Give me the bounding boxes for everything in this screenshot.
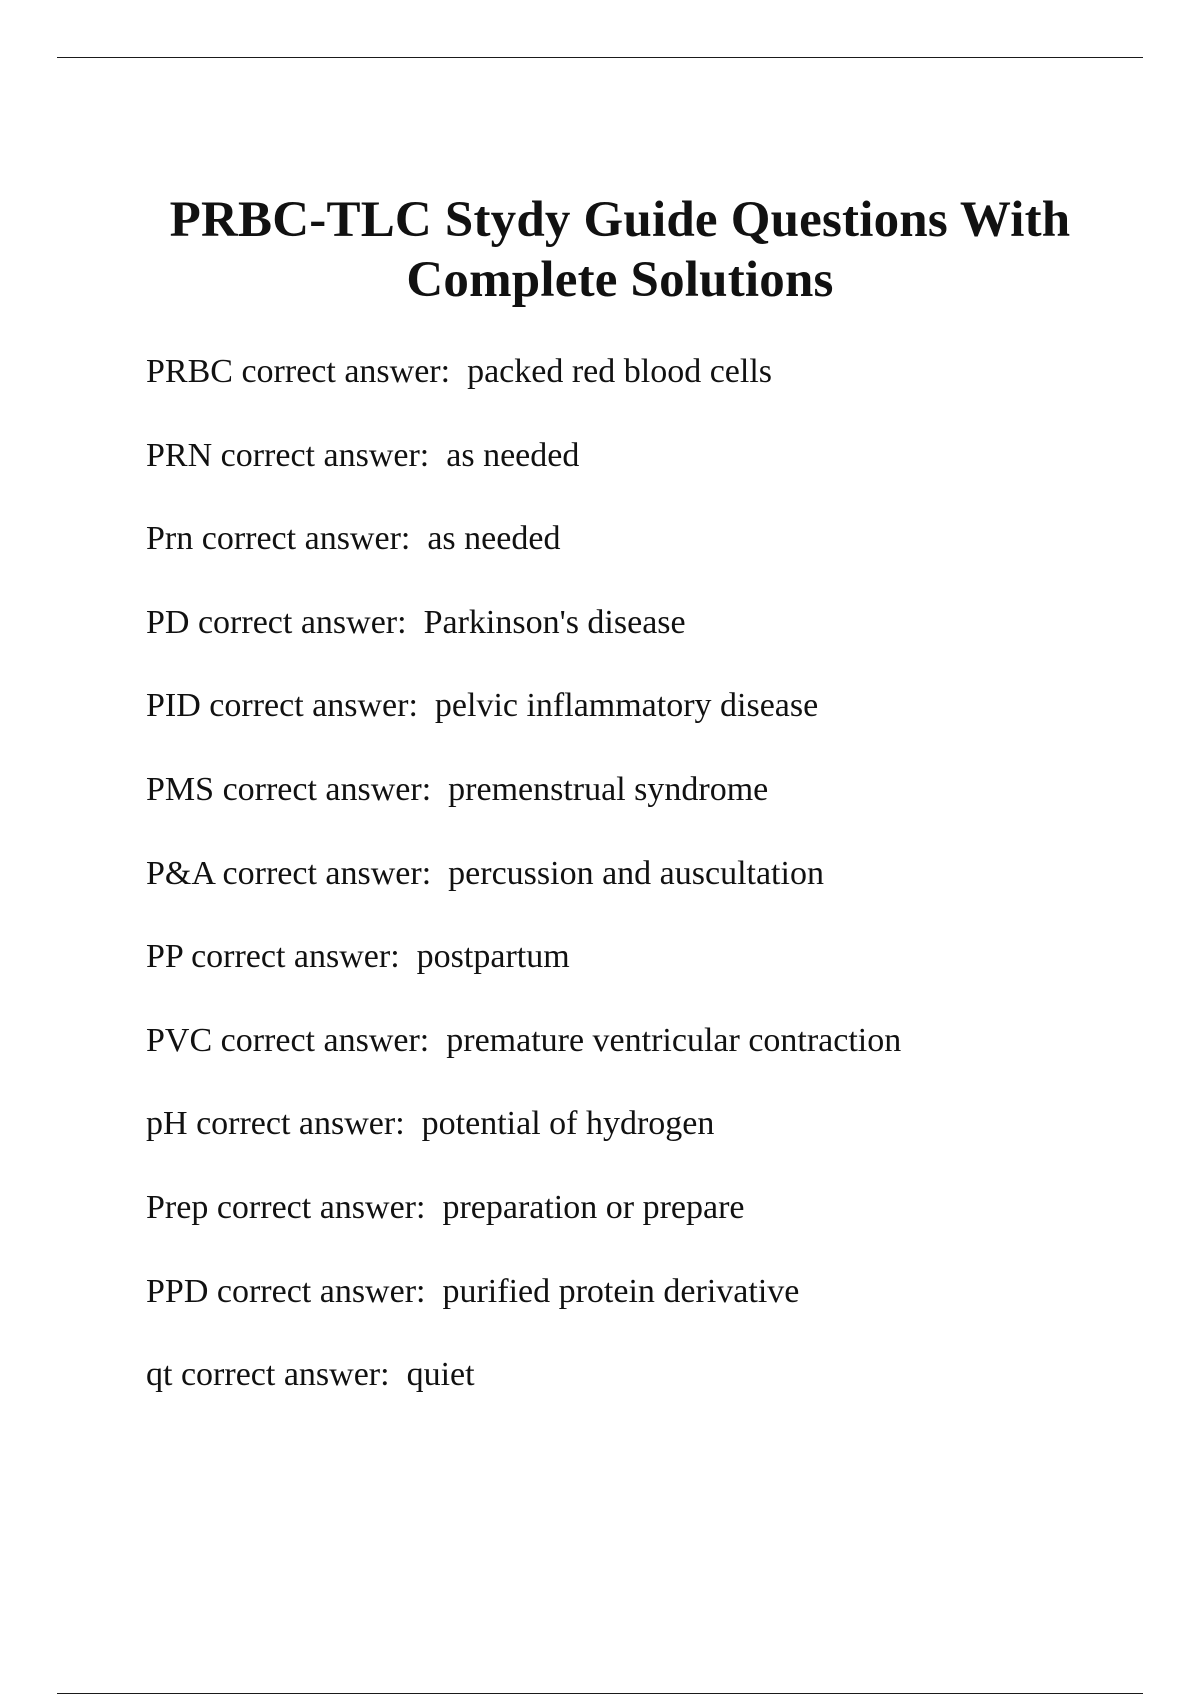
bottom-rule <box>57 1693 1143 1694</box>
qa-entry-qt <box>146 1355 901 1439</box>
qa-answer: packed red blood cells <box>467 353 772 390</box>
qa-entry-pid <box>146 686 901 770</box>
qa-separator: correct answer: <box>232 353 468 390</box>
qa-term: P&A <box>146 854 215 892</box>
qa-term: Prep <box>146 1188 209 1226</box>
qa-separator: correct answer: <box>208 1272 443 1310</box>
page-title <box>100 190 1140 310</box>
qa-term: PID <box>146 687 201 725</box>
qa-answer: potential of hydrogen <box>421 1105 715 1143</box>
qa-separator: correct answer: <box>187 1105 422 1143</box>
qa-entry-pms <box>146 770 901 854</box>
qa-entry-pvc <box>146 1021 901 1105</box>
qa-answer: purified protein derivative <box>442 1272 800 1310</box>
qa-term: PPD <box>146 1272 209 1310</box>
qa-separator: correct answer: <box>193 520 428 558</box>
qa-answer: premenstrual syndrome <box>448 770 769 808</box>
qa-term: pH <box>146 1105 188 1143</box>
qa-separator: correct answer: <box>214 854 449 892</box>
top-rule <box>57 57 1143 58</box>
qa-entry-pp <box>146 937 901 1021</box>
qa-term: PMS <box>146 770 215 808</box>
qa-answer: Parkinson's disease <box>423 603 686 641</box>
qa-entry-prn-lower <box>146 519 901 603</box>
qa-answer: pelvic inflammatory disease <box>434 687 819 725</box>
qa-term: PP <box>146 938 183 976</box>
qa-list <box>146 352 901 1439</box>
qa-answer: quiet <box>406 1356 475 1394</box>
qa-separator: correct answer: <box>172 1356 407 1394</box>
qa-separator: correct answer: <box>182 938 417 976</box>
qa-entry-pd <box>146 603 901 687</box>
qa-answer: as needed <box>446 436 580 474</box>
qa-term: PRN <box>146 436 213 474</box>
qa-term: PRBC <box>146 353 233 390</box>
qa-entry-prbc <box>146 352 901 436</box>
qa-separator: correct answer: <box>200 687 435 725</box>
qa-answer: as needed <box>427 520 561 558</box>
qa-term: PVC <box>146 1021 213 1059</box>
qa-term: qt <box>146 1356 173 1394</box>
qa-term: Prn <box>146 520 194 558</box>
qa-entry-ppd <box>146 1272 901 1356</box>
qa-entry-ph <box>146 1104 901 1188</box>
qa-entry-pa <box>146 854 901 938</box>
qa-separator: correct answer: <box>212 436 447 474</box>
qa-separator: correct answer: <box>214 770 449 808</box>
qa-answer: percussion and auscultation <box>448 854 824 892</box>
qa-answer: postpartum <box>416 938 570 976</box>
qa-entry-prn <box>146 436 901 520</box>
title-line-2: Complete Solutions <box>406 252 834 308</box>
qa-separator: correct answer: <box>212 1021 447 1059</box>
qa-answer: preparation or prepare <box>442 1188 745 1226</box>
qa-answer: premature ventricular contraction <box>446 1021 902 1059</box>
qa-separator: correct answer: <box>189 603 424 641</box>
qa-term: PD <box>146 603 190 641</box>
title-line-1: PRBC-TLC Stydy Guide Questions With <box>169 192 1071 248</box>
qa-separator: correct answer: <box>208 1188 443 1226</box>
qa-entry-prep <box>146 1188 901 1272</box>
